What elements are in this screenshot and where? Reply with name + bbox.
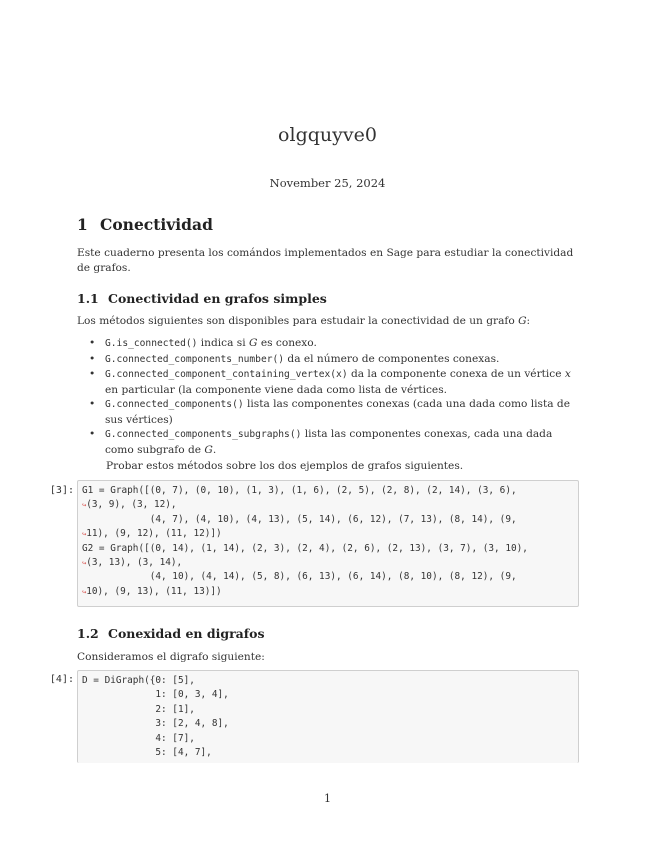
subsection-intro: Los métodos siguientes son disponibles para estudair la conectividad de un grafo G:: [77, 315, 531, 327]
list-item: • G.connected_components() lista las componentes conexas (cada una dada como lista de sus vértices): [89, 398, 570, 426]
subsection-heading-1-1: [77, 291, 327, 306]
code-cell-3[interactable]: [77, 480, 579, 607]
code-line: D = DiGraph({0: [5],: [82, 675, 195, 686]
line-continuation-icon: ↪: [82, 559, 87, 568]
bullet-icon: •: [89, 337, 96, 349]
list-item: • G.is_connected() indica si G es conexo.: [89, 337, 317, 349]
subsection-title: Conexidad en digrafos: [108, 626, 265, 641]
subsection-intro: Consideramos el digrafo siguiente:: [77, 651, 265, 663]
subsection-title: Conectividad en grafos simples: [108, 291, 327, 306]
document-date: November 25, 2024: [269, 176, 386, 190]
bullet-icon: •: [89, 398, 96, 410]
code-block[interactable]: [82, 484, 574, 599]
line-continuation-icon: ↪: [82, 587, 87, 596]
bullet-icon: •: [89, 428, 96, 440]
section-title: Conectividad: [100, 215, 213, 234]
code-line: ↪(3, 9), (3, 12),: [82, 499, 177, 511]
closing-paragraph: Probar estos métodos sobre los dos ejemplos de grafos siguientes.: [106, 460, 464, 472]
section-heading-1: [77, 215, 213, 234]
code-line: 3: [2, 4, 8],: [82, 718, 229, 730]
code-block[interactable]: [82, 674, 574, 760]
code-line: G1 = Graph([(0, 7), (0, 10), (1, 3), (1, 6), (2, 5), (2, 8), (2, 14), (3, 6),: [82, 485, 517, 496]
code-line: ↪10), (9, 13), (11, 13)]): [82, 585, 222, 597]
code-cell-4[interactable]: [77, 670, 579, 763]
document-title: olgquyve0: [278, 124, 377, 146]
list-item: • G.connected_component_containing_vertex(x) da la componente conexa de un vértice x en particular (la componente viene dada como lista de vértices.: [89, 368, 571, 396]
list-item: • G.connected_components_number() da el número de componentes conexas.: [89, 352, 500, 365]
subsection-number: 1.1: [77, 291, 99, 306]
list-item: • G.connected_components_subgraphs() lista las componentes conexas, cada una dada como subgrafo de G.: [89, 428, 553, 456]
code-line: 5: [4, 7],: [82, 747, 212, 759]
subsection-number: 1.2: [77, 626, 99, 641]
code-line: 4: [7],: [82, 732, 195, 744]
subsection-heading-1-2: [77, 626, 265, 641]
line-continuation-icon: ↪: [82, 501, 87, 510]
code-line: ↪(3, 13), (3, 14),: [82, 557, 183, 569]
section-intro: Este cuaderno presenta los comándos implementados en Sage para estudiar la conectividad de grafos.: [77, 247, 574, 274]
methods-list: [77, 336, 579, 457]
code-line: 1: [0, 3, 4],: [82, 689, 229, 701]
bullet-icon: •: [89, 368, 96, 380]
cell-prompt: [4]:: [49, 674, 74, 685]
code-line: (4, 10), (4, 14), (5, 8), (6, 13), (6, 14), (8, 10), (8, 12), (9,: [82, 571, 517, 583]
section-number: 1: [77, 215, 88, 234]
code-line: ↪11), (9, 12), (11, 12)]): [82, 528, 222, 540]
line-continuation-icon: ↪: [82, 530, 87, 539]
bullet-icon: •: [89, 352, 96, 365]
code-line: (4, 7), (4, 10), (4, 13), (5, 14), (6, 12), (7, 13), (8, 14), (9,: [82, 513, 517, 525]
code-line: G2 = Graph([(0, 14), (1, 14), (2, 3), (2, 4), (2, 6), (2, 13), (3, 7), (3, 10),: [82, 542, 528, 554]
code-line: 2: [1],: [82, 703, 195, 715]
cell-prompt: [3]:: [49, 485, 74, 496]
page-number: 1: [324, 792, 331, 805]
